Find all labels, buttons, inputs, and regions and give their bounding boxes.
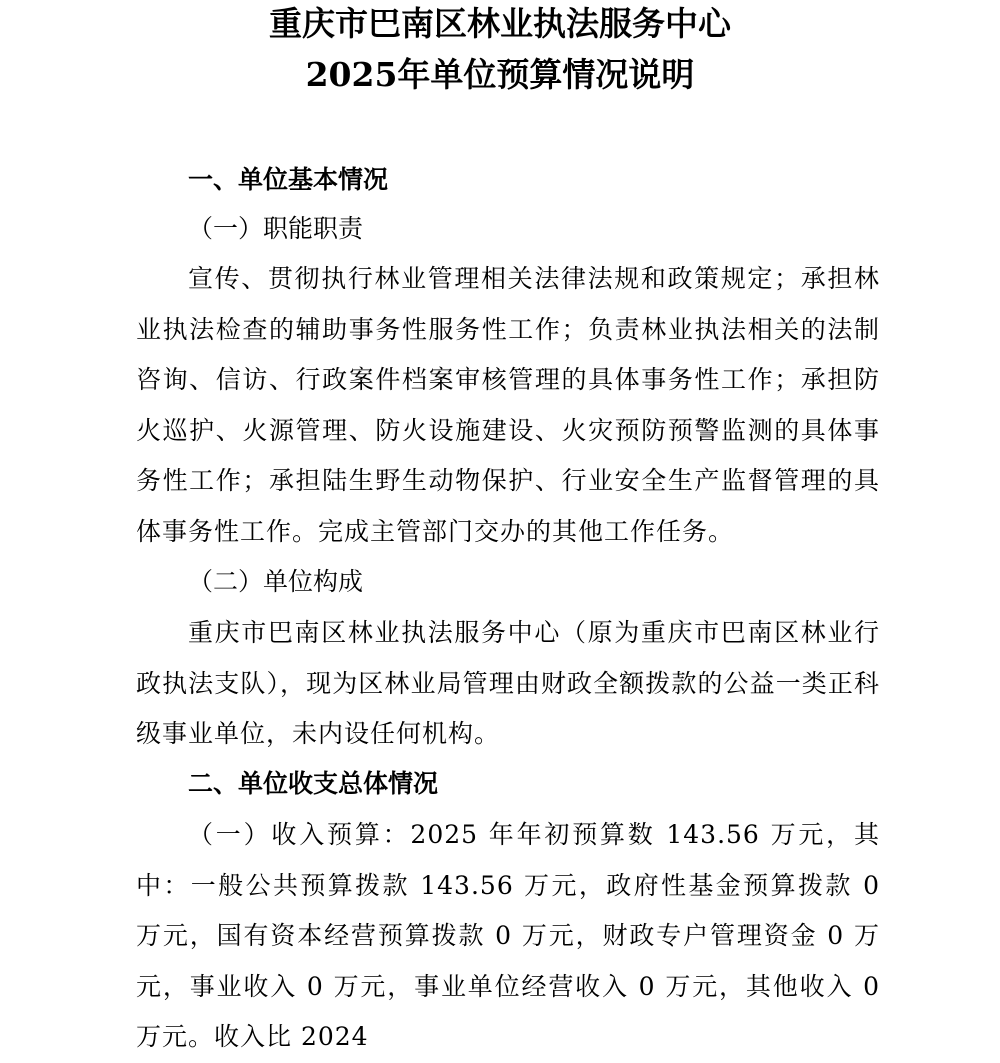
section-1-sub-2-paragraph: 重庆市巴南区林业执法服务中心（原为重庆市巴南区林业行政执法支队），现为区林业局管理由财政全额拨款的公益一类正科级事业单位，未内设任何机构。 — [136, 618, 880, 748]
section-1-sub-1-paragraph: 宣传、贯彻执行林业管理相关法律法规和政策规定；承担林业执法检查的辅助事务性服务性工作；负责林业执法相关的法制咨询、信访、行政案件档案审核管理的具体事务性工作；承担防火巡护、火源管理、防火设施建设、火灾预防预警监测的具体事务性工作；承担陆生野生动物保护、行业安全生产监督管理的具体事务性工作。完成主管部门交办的其他工作任务。 — [136, 264, 880, 546]
section-2-sub-1-paragraph: （一）收入预算：2025 年年初预算数 143.56 万元，其中：一般公共预算拨款 143.56 万元，政府性基金预算拨款 0 万元，国有资本经营预算拨款 0 万元，财政专户管理资金 0 万元，事业收入 0 万元，事业单位经营收入 0 万元，其他收入 0 万元。收入比 2024 — [136, 820, 880, 1051]
section-1-sub-1-heading: （一）职能职责 — [188, 214, 364, 243]
document-title-line-2: 2025年单位预算情况说明 — [305, 55, 695, 94]
section-2-heading: 二、单位收支总体情况 — [188, 769, 439, 798]
document-title-line-1: 重庆市巴南区林业执法服务中心 — [269, 4, 731, 43]
section-1-sub-2-heading: （二）单位构成 — [188, 567, 364, 596]
section-1-heading: 一、单位基本情况 — [188, 165, 389, 194]
